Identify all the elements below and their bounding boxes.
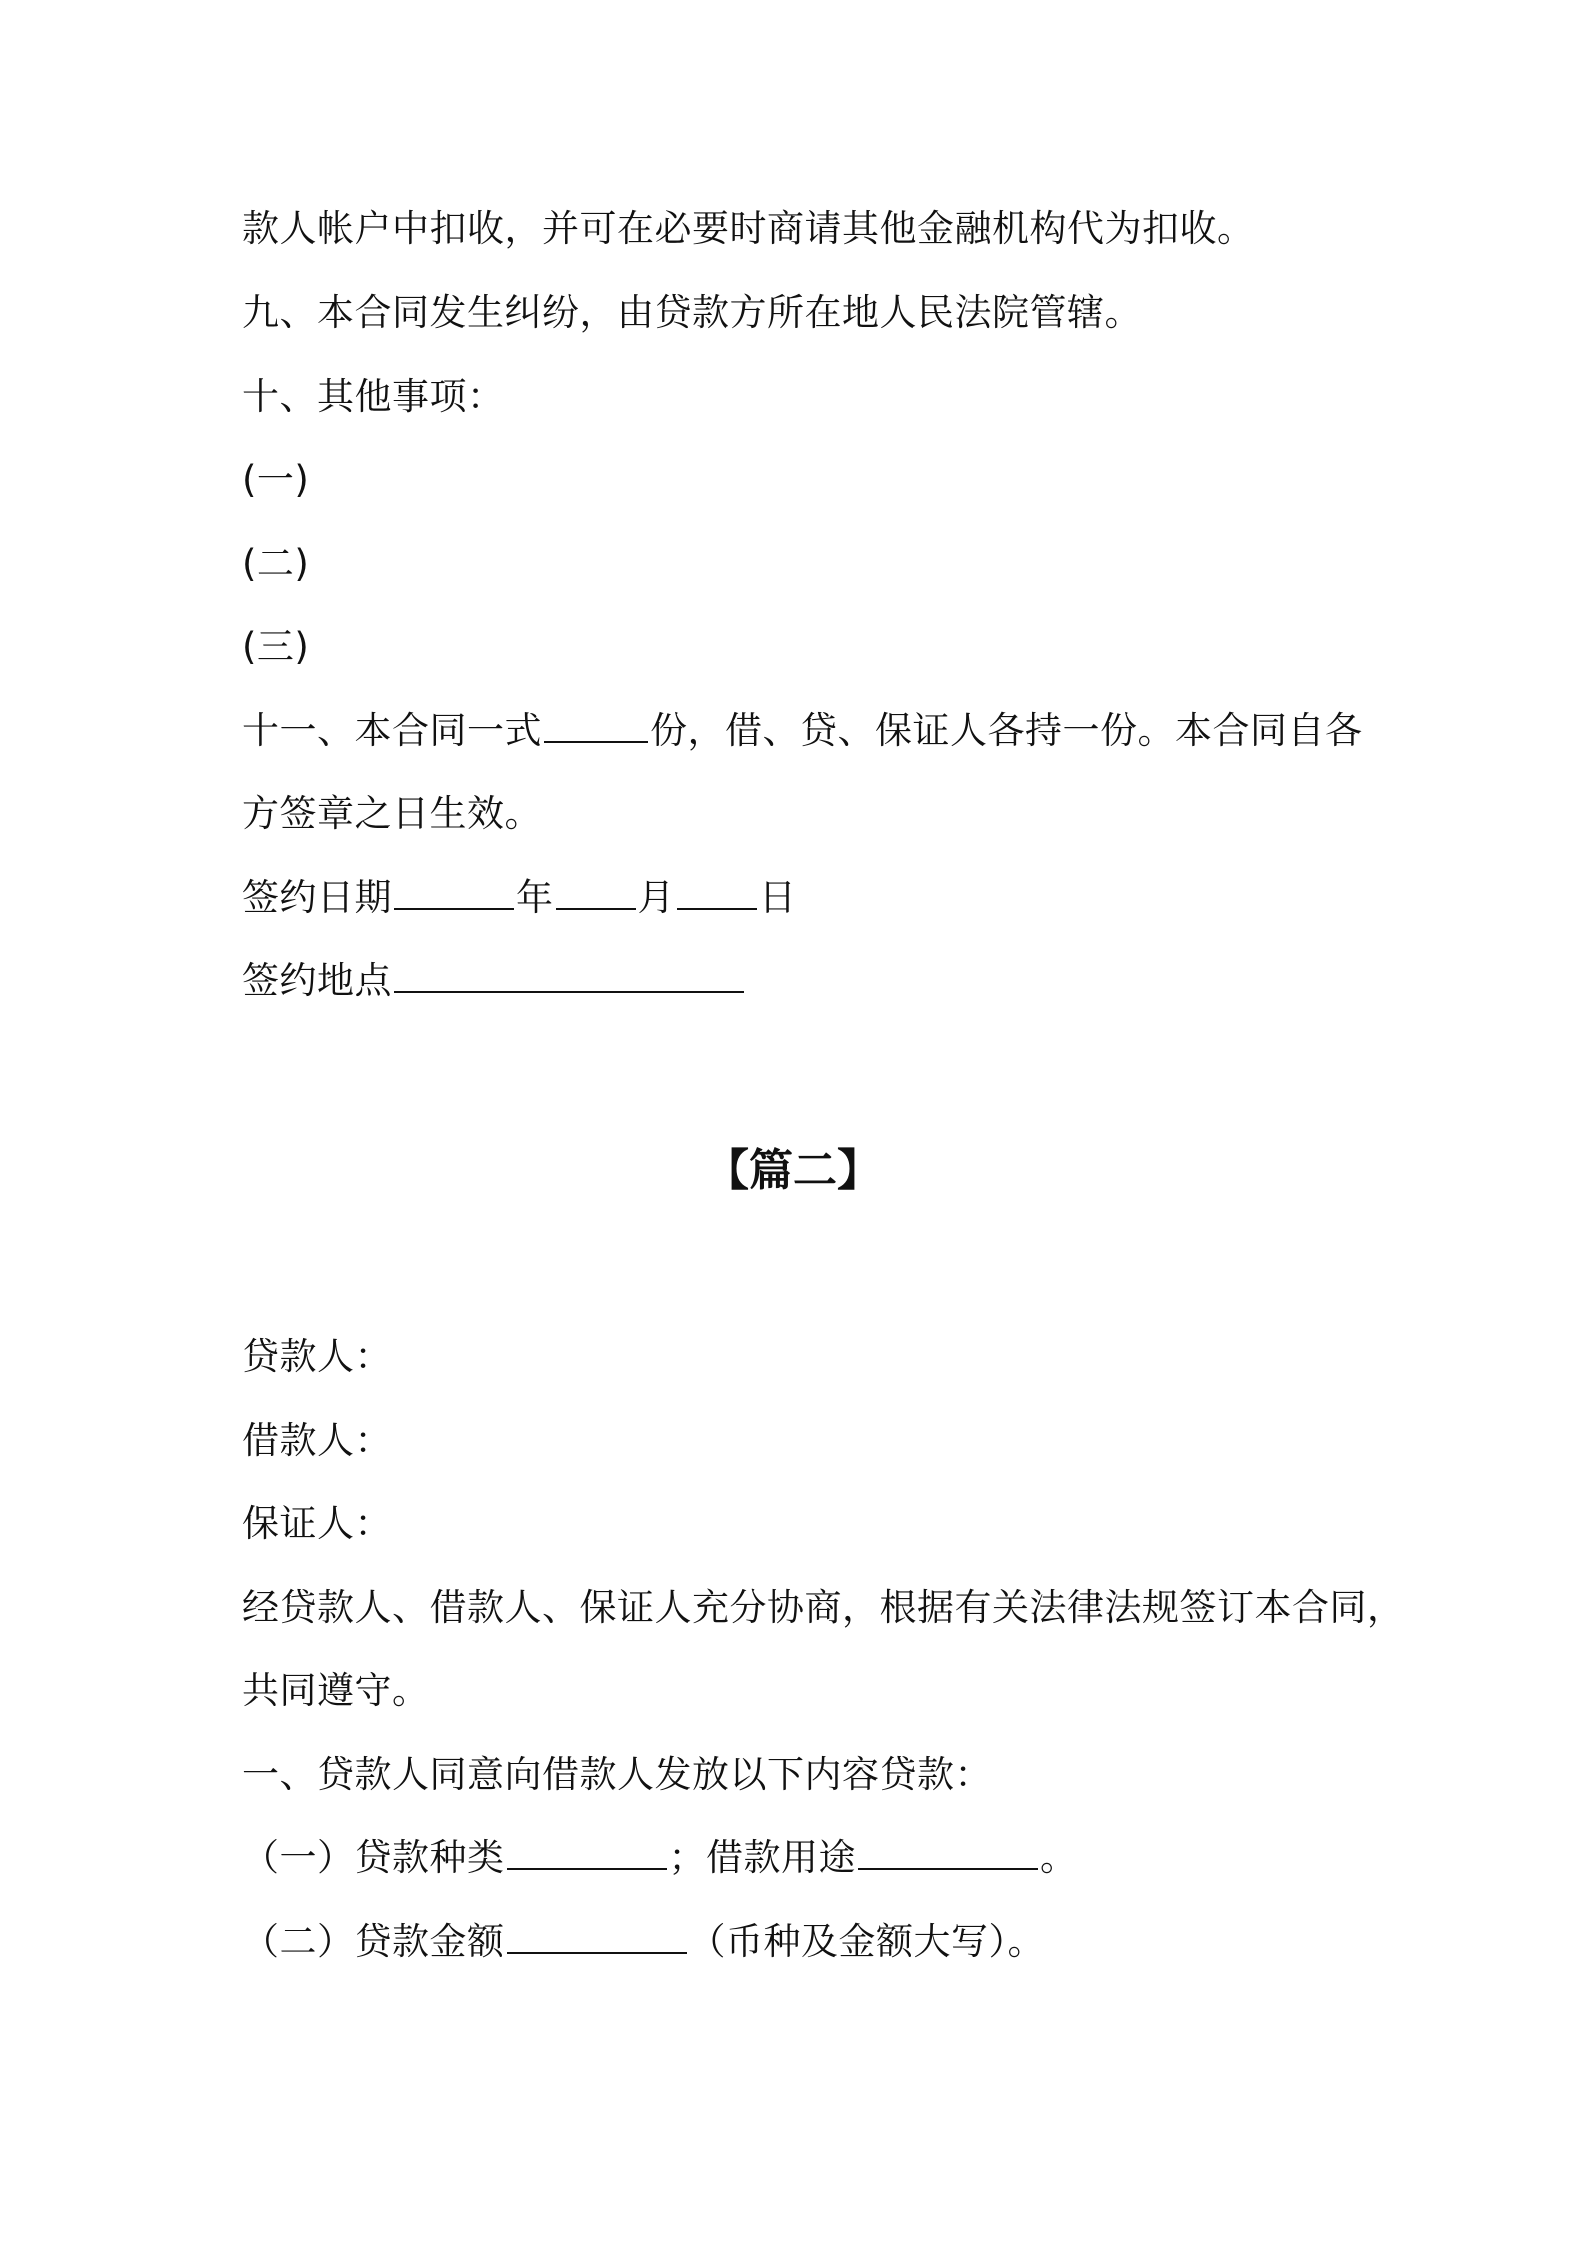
clause-10-heading: 十、其他事项： (242, 375, 505, 418)
month-label: 月 (637, 876, 675, 919)
clause-11-line-2: 方签章之日生效。 (242, 792, 542, 835)
sign-place-line (242, 957, 746, 1005)
loan-purpose-label: ；借款用途 (668, 1836, 856, 1879)
copies-count-blank (544, 707, 648, 743)
clause-11-line-1 (242, 707, 1363, 755)
sub-clause-1-end: 。 (1040, 1836, 1078, 1879)
loan-purpose-blank (858, 1834, 1038, 1870)
other-item-2: (二) (242, 542, 310, 585)
borrower-line: 借款人： (242, 1419, 392, 1462)
loan-amount-note: （币种及金额大写）。 (688, 1920, 1045, 1963)
month-blank (556, 874, 636, 910)
year-blank (394, 874, 514, 910)
clause-1-heading: 一、贷款人同意向借款人发放以下内容贷款： (242, 1753, 992, 1796)
sign-place-label: 签约地点 (242, 959, 392, 1002)
day-label: 日 (759, 876, 797, 919)
intro-line-1: 经贷款人、借款人、保证人充分协商，根据有关法律法规签订本合同， (242, 1586, 1405, 1629)
other-item-3: (三) (242, 625, 310, 668)
paragraph-continuation: 款人帐户中扣收，并可在必要时商请其他金融机构代为扣收。 (242, 207, 1255, 250)
loan-amount-label: （二）贷款金额 (242, 1920, 505, 1963)
other-item-1: (一) (242, 458, 310, 501)
clause-9: 九、本合同发生纠纷，由贷款方所在地人民法院管辖。 (242, 291, 1142, 334)
loan-amount-blank (507, 1918, 687, 1954)
sign-place-blank (394, 957, 744, 993)
loan-type-blank (507, 1834, 667, 1870)
sub-clause-2 (242, 1918, 1045, 1966)
section-title: 【篇二】 (705, 1145, 881, 1196)
year-label: 年 (516, 876, 554, 919)
lender-line: 贷款人： (242, 1335, 392, 1378)
guarantor-line: 保证人： (242, 1502, 392, 1545)
sub-clause-1 (242, 1834, 1078, 1882)
loan-type-label: （一）贷款种类 (242, 1836, 505, 1879)
intro-line-2: 共同遵守。 (242, 1669, 430, 1712)
clause-11-text-a: 十一、本合同一式 (242, 709, 542, 752)
clause-11-text-b: 份，借、贷、保证人各持一份。本合同自各 (650, 709, 1363, 752)
sign-date-line (242, 874, 797, 922)
sign-date-label: 签约日期 (242, 876, 392, 919)
day-blank (677, 874, 757, 910)
